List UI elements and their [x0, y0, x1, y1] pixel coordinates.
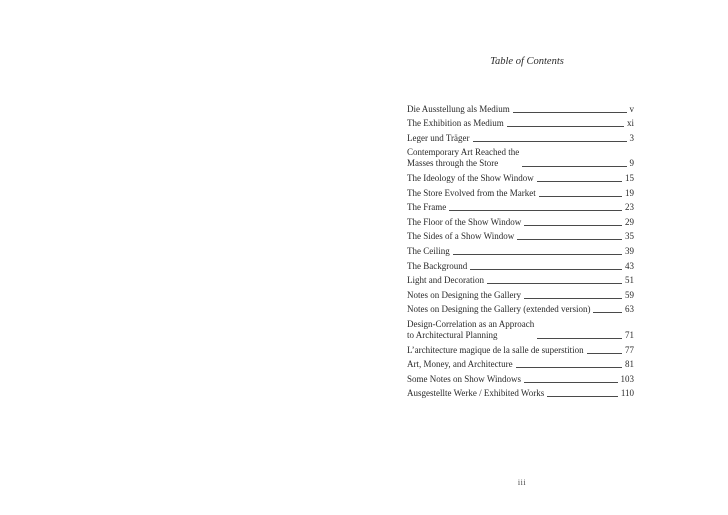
toc-entry[interactable] [407, 272, 634, 287]
toc-entry[interactable] [407, 370, 634, 385]
toc-entry-title [407, 173, 534, 184]
toc-entry-title [407, 202, 446, 213]
toc-entry-title [407, 147, 519, 169]
toc-entry-title-line: The Sides of a Show Window [407, 231, 515, 242]
toc-entry-title [407, 304, 590, 315]
toc-entry-title-line: Art, Money, and Architecture [407, 359, 513, 370]
toc-page-number: 19 [625, 187, 634, 198]
toc-entry-title [407, 345, 584, 356]
toc-leader-line [453, 254, 622, 255]
toc-entry-title [407, 231, 514, 242]
toc-leader-line [449, 210, 622, 211]
toc-leader-line [539, 196, 622, 197]
toc-entry-title [407, 217, 521, 228]
toc-page-number: 9 [629, 158, 634, 169]
toc-entry-title-line: The Floor of the Show Window [407, 216, 522, 227]
toc-page-number: 29 [625, 216, 634, 227]
toc-leader-line [524, 298, 622, 299]
toc-leader-line [513, 112, 627, 113]
toc-leader-line [522, 166, 626, 167]
toc-page-number: 63 [625, 304, 634, 315]
toc-entry-title-line: The Background [407, 260, 468, 271]
toc-entry[interactable] [407, 242, 634, 257]
toc-entry-title-line: Notes on Designing the Gallery (extended version) [407, 304, 591, 315]
toc-entry-title [407, 133, 470, 144]
toc-entry-title-line: Contemporary Art Reached the [407, 147, 520, 158]
toc-page-number: 23 [625, 202, 634, 213]
toc-leader-line [587, 353, 622, 354]
toc-entry-title-line: The Frame [407, 202, 447, 213]
toc-leader-line [593, 312, 622, 313]
toc-leader-line [473, 141, 627, 142]
page-folio: iii [517, 478, 527, 487]
toc-entry-title [407, 261, 467, 272]
toc-entry-title-line: The Store Evolved from the Market [407, 187, 536, 198]
toc-page-number: 81 [625, 359, 634, 370]
toc-entry-title [407, 388, 544, 399]
toc-page-number: 15 [625, 172, 634, 183]
toc-entry[interactable] [407, 100, 634, 115]
toc-entry-title-line: L’architecture magique de la salle de superstition [407, 344, 584, 355]
toc-entry-title [407, 275, 484, 286]
toc-entry-title-line: Design-Correlation as an Approach [407, 318, 535, 329]
toc-leader-line [517, 239, 622, 240]
toc-entry-title [407, 319, 534, 341]
toc-page-number: xi [626, 118, 634, 129]
toc-entry-title-line: Notes on Designing the Gallery [407, 289, 521, 300]
toc-leader-line [524, 382, 618, 383]
toc-list [407, 100, 634, 399]
toc-entry-title-line: Die Ausstellung als Medium [407, 103, 510, 114]
page-title: Table of Contents [490, 56, 564, 67]
toc-entry-title [407, 359, 513, 370]
toc-page-number: v [629, 103, 634, 114]
toc-entry-title [407, 290, 521, 301]
toc-page-number: 3 [629, 132, 634, 143]
toc-entry-title-line: Ausgestellte Werke / Exhibited Works [407, 388, 545, 399]
toc-entry-title [407, 118, 504, 129]
toc-page-number: 35 [625, 231, 634, 242]
toc-entry[interactable] [407, 257, 634, 272]
toc-leader-line [507, 126, 624, 127]
toc-leader-line [537, 181, 622, 182]
toc-leader-line [516, 367, 622, 368]
toc-entry-title-line: The Ceiling [407, 245, 450, 256]
toc-entry[interactable] [407, 228, 634, 243]
toc-entry-title-line: Some Notes on Show Windows [407, 373, 521, 384]
toc-leader-line [547, 396, 618, 397]
toc-entry[interactable] [407, 144, 634, 170]
toc-entry[interactable] [407, 199, 634, 214]
toc-page-number: 71 [625, 329, 634, 340]
toc-entry-title-line: Light and Decoration [407, 275, 484, 286]
toc-entry-title [407, 374, 521, 385]
toc-entry[interactable] [407, 129, 634, 144]
toc-entry-title-line: The Ideology of the Show Window [407, 172, 534, 183]
toc-page-number: 103 [620, 373, 634, 384]
toc-entry[interactable] [407, 301, 634, 316]
toc-entry[interactable] [407, 184, 634, 199]
toc-entry-title [407, 188, 536, 199]
toc-page-number: 110 [620, 388, 634, 399]
toc-entry-title [407, 246, 450, 257]
toc-entry-title-line: Masses through the Store [407, 158, 499, 169]
toc-entry-title-line: The Exhibition as Medium [407, 118, 504, 129]
toc-page-number: 77 [625, 344, 634, 355]
toc-entry[interactable] [407, 213, 634, 228]
toc-page-number: 39 [625, 245, 634, 256]
toc-entry-title [407, 104, 510, 115]
toc-entry[interactable] [407, 341, 634, 356]
toc-leader-line [470, 269, 622, 270]
toc-entry-title-line: Leger und Träger [407, 132, 470, 143]
toc-leader-line [537, 338, 622, 339]
toc-page-number: 43 [625, 260, 634, 271]
toc-entry[interactable] [407, 286, 634, 301]
toc-page-number: 51 [625, 275, 634, 286]
toc-entry[interactable] [407, 356, 634, 371]
toc-leader-line [487, 283, 622, 284]
toc-leader-line [524, 225, 622, 226]
toc-entry[interactable] [407, 169, 634, 184]
toc-entry[interactable] [407, 385, 634, 400]
toc-entry[interactable] [407, 315, 634, 341]
toc-page-number: 59 [625, 289, 634, 300]
toc-entry-title-line: to Architectural Planning [407, 329, 498, 340]
toc-entry[interactable] [407, 115, 634, 130]
